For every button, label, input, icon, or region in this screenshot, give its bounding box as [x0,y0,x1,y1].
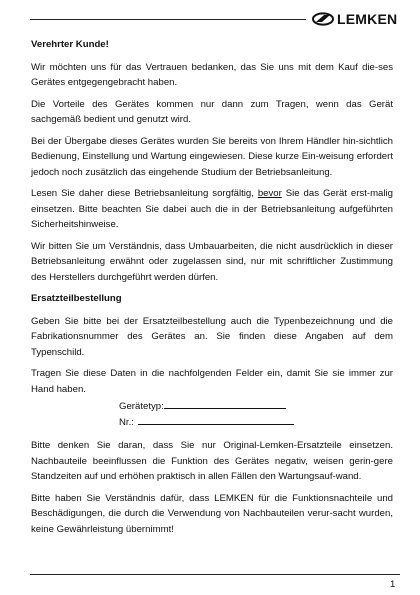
read-manual-text-1: Lesen Sie daher diese Betriebsanleitung sorgfältig, [31,188,254,199]
paragraph-original-parts: Bitte denken Sie daran, dass Sie nur Original-Lemken-Ersatzteile einsetzen. Nachbauteile beeinflussen die Funktion des Gerätes negativ, weisen gerin-gere Standzeiten auf und erhöhen praktisch in allen Fällen den Wartungsauf-wand. [31,440,393,482]
paragraph-modifications: Wir bitten Sie um Verständnis, dass Umbauarbeiten, die nicht ausdrücklich in dieser Betriebsanleitung erwähnt oder zugelassen sind, nur mit schriftlicher Zustimmung des Herstellers durchgeführt werden dürfen. [31,240,393,283]
field-serial-number-label: Nr.: [119,416,134,428]
document-body [31,37,393,543]
lemken-logo [312,9,397,29]
spare-parts-heading: Ersatzteilbestellung [31,293,122,304]
header-rule [30,19,306,20]
paragraph-read-manual [31,186,393,233]
brand-name: LEMKEN [337,11,398,27]
paragraph-spare-order: Geben Sie bitte bei der Ersatzteilbestellung auch die Typenbezeichnung und die Fabrikationsnummer des Gerätes an. Sie finden diese Angaben auf dem Typenschild. [31,315,393,358]
paragraph-thanks: Wir möchten uns für das Vertrauen bedanken, das Sie uns mit dem Kauf die-ses Gerätes entgegengebracht haben. [31,61,393,88]
field-device-type[interactable] [119,399,393,415]
footer-rule [30,574,400,575]
field-device-type-blank[interactable] [164,399,286,409]
page-number: 1 [390,579,396,590]
read-manual-text-2: Sie das Gerät erst-malig einsetzen. Bitte beachten Sie dabei auch die in der Betriebsanleitung aufgeführten Sicherheitshinweise. [31,188,393,230]
read-manual-emphasis: bevor [257,188,282,199]
paragraph-handover: Bei der Übergabe dieses Gerätes wurden Sie bereits von Ihrem Händler hin-sichtlich Bedienung, Einstellung und Wartung eingewiesen. Diese kurze Ein-weisung erfordert jedoch noch zusätzlich das eingehende Studium der Betriebsanleitung. [31,135,393,178]
paragraph-fill-fields: Tragen Sie diese Daten in die nachfolgenden Felder ein, damit Sie sie immer zur Hand haben. [31,368,393,395]
lemken-emblem-icon [312,12,334,26]
field-serial-number[interactable] [119,415,393,431]
paragraph-warranty: Bitte haben Sie Verständnis dafür, dass LEMKEN für die Funktionsnachteile und Beschädigungen, die durch die Verwendung von Nachbauteilen verur-sacht wurden, keine Gewährleistung übernimmt! [31,492,393,535]
field-serial-number-blank[interactable] [138,415,294,425]
paragraph-advantages: Die Vorteile des Gerätes kommen nur dann zum Tragen, wenn das Gerät sachgemäß bedient und genutzt wird. [31,98,393,125]
field-device-type-label: Gerätetyp: [119,401,164,412]
greeting-heading: Verehrter Kunde! [31,39,109,50]
